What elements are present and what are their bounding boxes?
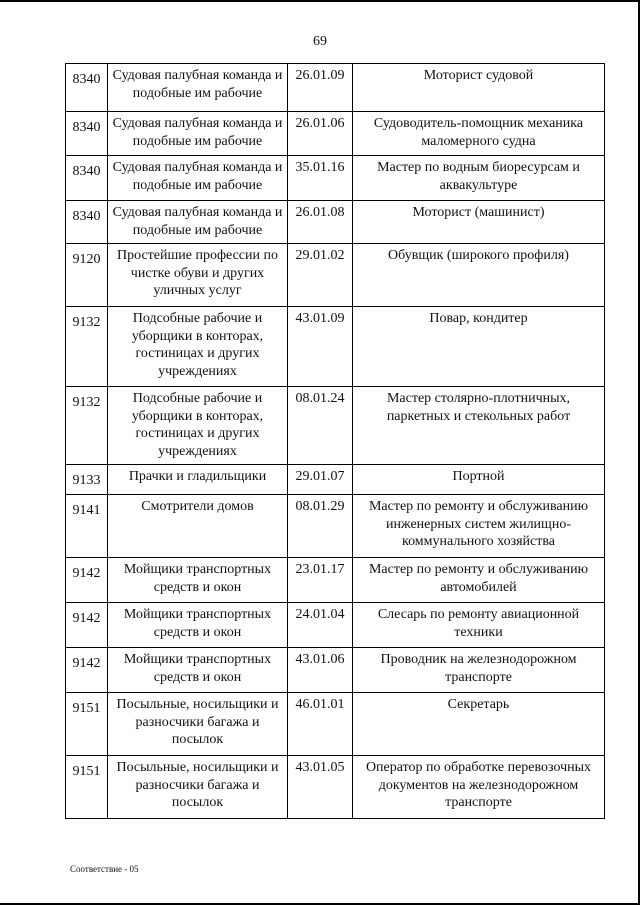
table-row [66, 307, 605, 387]
occupation-code-cell: 8340 [66, 156, 108, 201]
occupation-group-cell: Судовая палубная команда и подобные им рабочие [108, 201, 288, 244]
profession-cell: Моторист (машинист) [353, 201, 605, 244]
profession-cell: Слесарь по ремонту авиационной техники [353, 603, 605, 648]
profession-cell: Портной [353, 465, 605, 495]
specialty-code-cell: 23.01.17 [288, 558, 353, 603]
occupation-group-cell: Судовая палубная команда и подобные им рабочие [108, 64, 288, 112]
occupation-code-cell: 8340 [66, 112, 108, 156]
specialty-code-cell: 43.01.06 [288, 648, 353, 693]
occupation-group-cell: Подсобные рабочие и уборщики в конторах, гостиницах и других учреждениях [108, 307, 288, 387]
profession-cell: Оператор по обработке перевозочных документов на железнодорожном транспорте [353, 756, 605, 819]
table-row [66, 603, 605, 648]
specialty-code-cell: 35.01.16 [288, 156, 353, 201]
occupation-group-cell: Судовая палубная команда и подобные им рабочие [108, 156, 288, 201]
table-row [66, 112, 605, 156]
occupation-group-cell: Судовая палубная команда и подобные им рабочие [108, 112, 288, 156]
footer-note: Соответствие - 05 [70, 864, 139, 874]
page-edge-top [0, 0, 640, 2]
occupation-code-cell: 9142 [66, 603, 108, 648]
occupation-code-cell: 8340 [66, 201, 108, 244]
table-row [66, 495, 605, 558]
specialty-code-cell: 29.01.02 [288, 244, 353, 307]
profession-cell: Мастер по ремонту и обслуживанию автомобилей [353, 558, 605, 603]
specialty-code-cell: 24.01.04 [288, 603, 353, 648]
table-row [66, 756, 605, 819]
profession-cell: Мастер по водным биоресурсам и аквакультуре [353, 156, 605, 201]
profession-cell: Повар, кондитер [353, 307, 605, 387]
profession-cell: Мастер столярно-плотничных, паркетных и стекольных работ [353, 387, 605, 465]
occupation-group-cell: Мойщики транспортных средств и окон [108, 558, 288, 603]
specialty-code-cell: 29.01.07 [288, 465, 353, 495]
table-row [66, 387, 605, 465]
occupation-group-cell: Простейшие профессии по чистке обуви и других уличных услуг [108, 244, 288, 307]
table-row [66, 465, 605, 495]
specialty-code-cell: 43.01.05 [288, 756, 353, 819]
table-row [66, 156, 605, 201]
profession-cell: Судоводитель-помощник механика маломерного судна [353, 112, 605, 156]
occupation-code-cell: 9132 [66, 387, 108, 465]
occupation-code-cell: 9141 [66, 495, 108, 558]
occupation-code-cell: 9133 [66, 465, 108, 495]
occupation-code-cell: 9142 [66, 558, 108, 603]
occupation-group-cell: Мойщики транспортных средств и окон [108, 603, 288, 648]
profession-cell: Проводник на железнодорожном транспорте [353, 648, 605, 693]
specialty-code-cell: 08.01.24 [288, 387, 353, 465]
occupation-group-cell: Смотрители домов [108, 495, 288, 558]
specialty-code-cell: 46.01.01 [288, 693, 353, 756]
specialty-code-cell: 26.01.09 [288, 64, 353, 112]
occupation-group-cell: Посыльные, носильщики и разносчики багажа и посылок [108, 693, 288, 756]
occupation-code-cell: 8340 [66, 64, 108, 112]
table-body [66, 64, 605, 819]
occupation-code-cell: 9151 [66, 693, 108, 756]
table-row [66, 648, 605, 693]
occupation-table [65, 63, 605, 819]
specialty-code-cell: 08.01.29 [288, 495, 353, 558]
occupation-code-cell: 9151 [66, 756, 108, 819]
specialty-code-cell: 26.01.06 [288, 112, 353, 156]
table-row [66, 64, 605, 112]
occupation-code-cell: 9120 [66, 244, 108, 307]
table-row [66, 244, 605, 307]
occupation-code-cell: 9142 [66, 648, 108, 693]
table-row [66, 201, 605, 244]
specialty-code-cell: 43.01.09 [288, 307, 353, 387]
occupation-group-cell: Подсобные рабочие и уборщики в конторах, гостиницах и других учреждениях [108, 387, 288, 465]
profession-cell: Обувщик (широкого профиля) [353, 244, 605, 307]
table-row [66, 693, 605, 756]
table-row [66, 558, 605, 603]
specialty-code-cell: 26.01.08 [288, 201, 353, 244]
occupation-group-cell: Мойщики транспортных средств и окон [108, 648, 288, 693]
profession-cell: Мастер по ремонту и обслуживанию инженерных систем жилищно-коммунального хозяйства [353, 495, 605, 558]
page-number: 69 [313, 34, 327, 49]
profession-cell: Секретарь [353, 693, 605, 756]
occupation-code-cell: 9132 [66, 307, 108, 387]
occupation-group-cell: Прачки и гладильщики [108, 465, 288, 495]
occupation-group-cell: Посыльные, носильщики и разносчики багажа и посылок [108, 756, 288, 819]
profession-cell: Моторист судовой [353, 64, 605, 112]
